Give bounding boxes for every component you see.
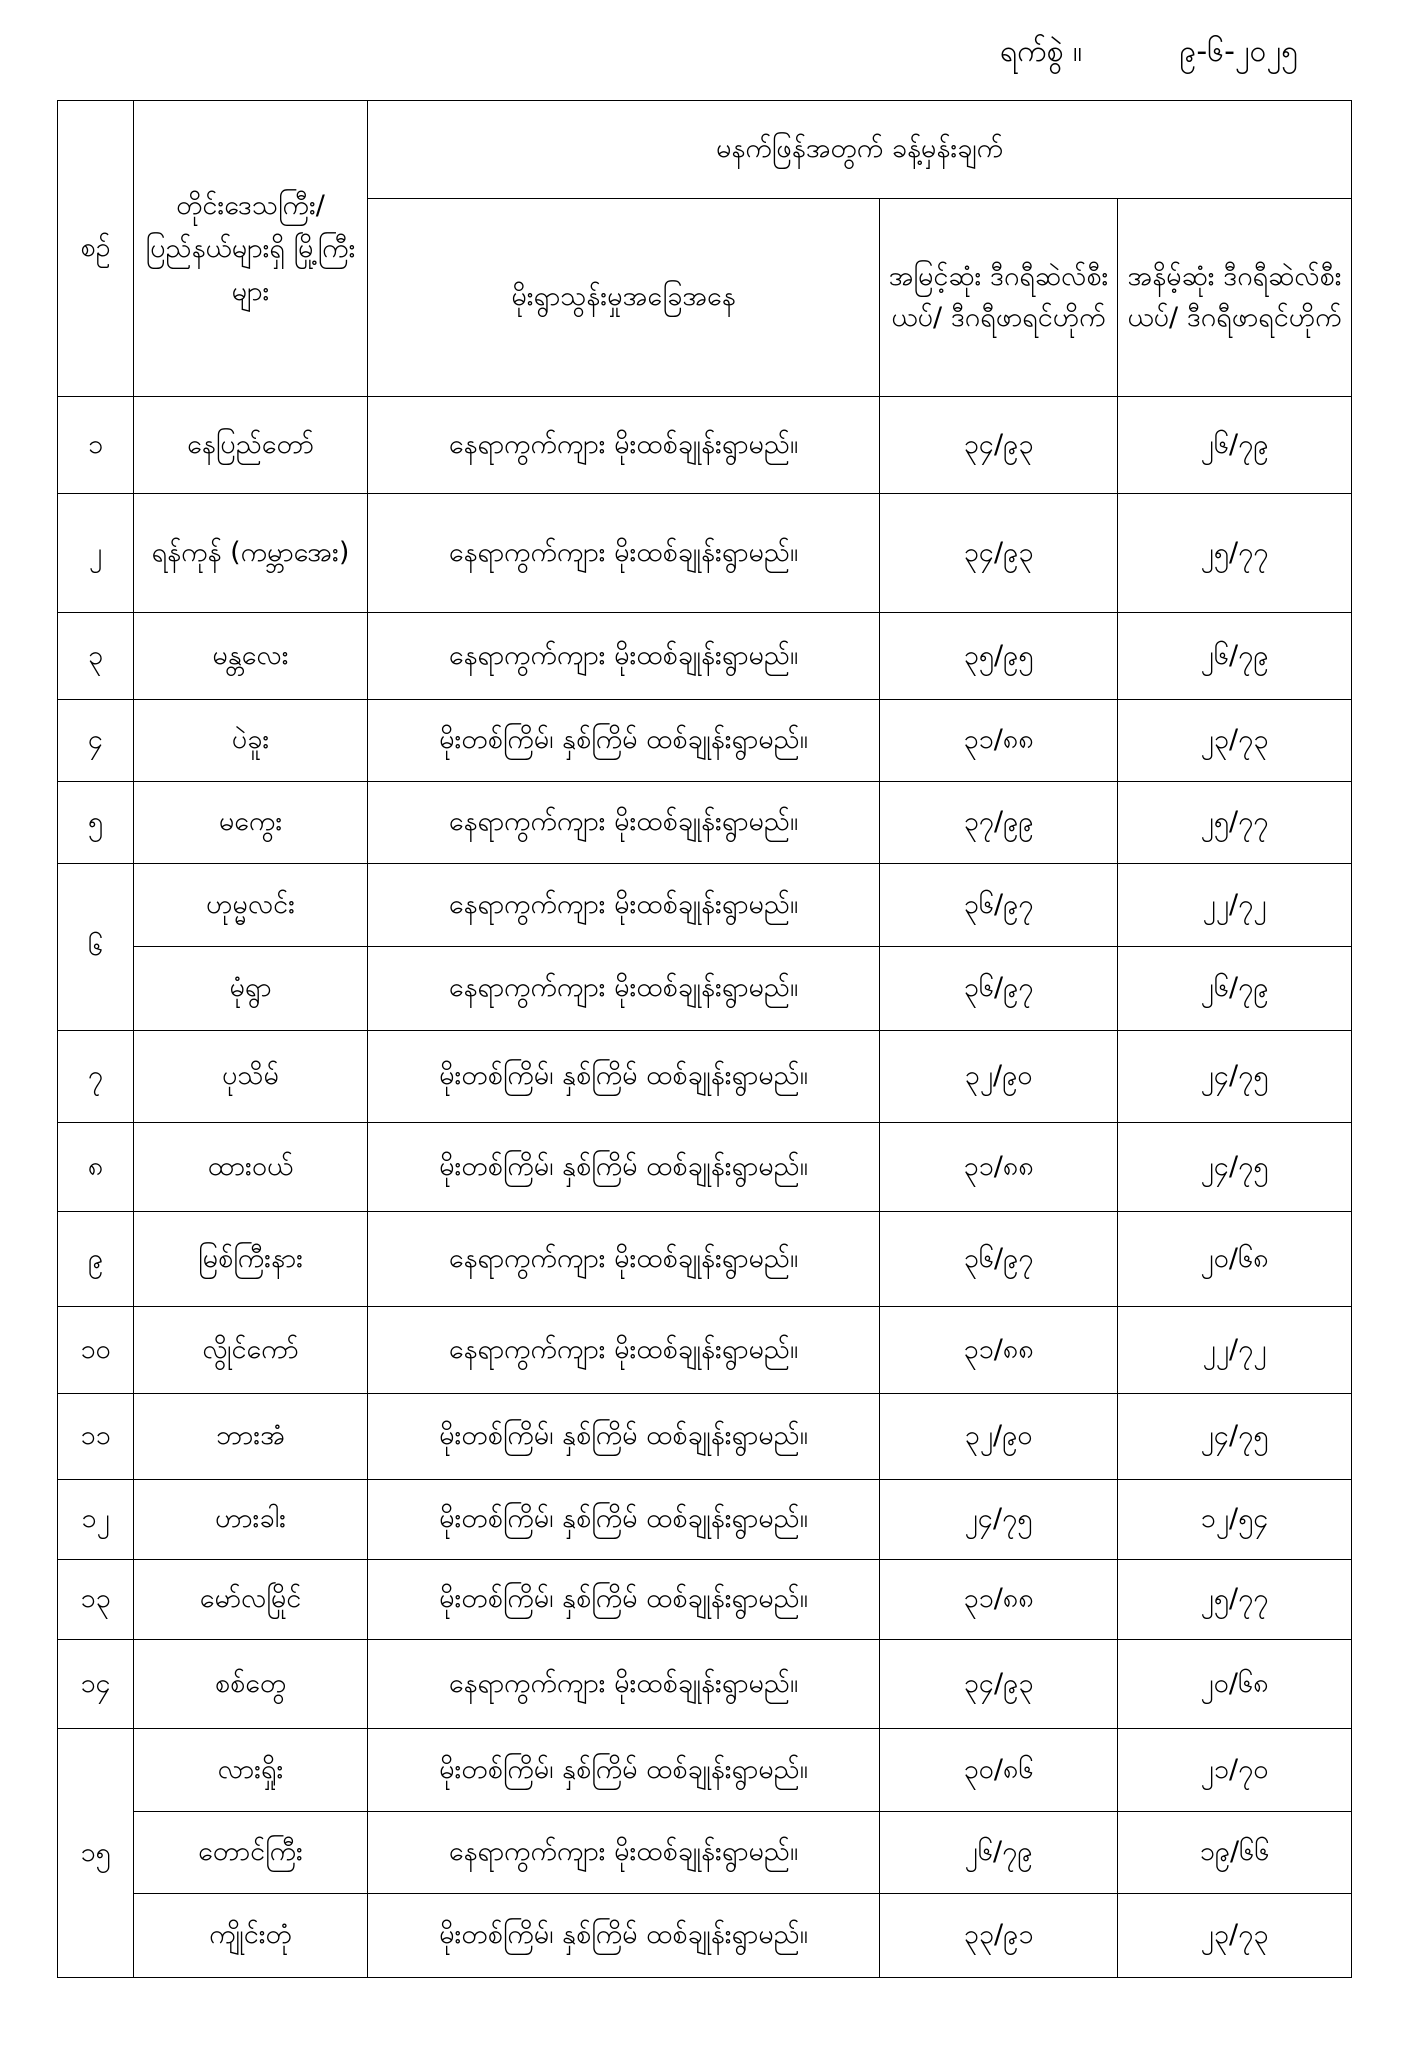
min-temperature: ၂၄/၇၅ — [1118, 1394, 1352, 1480]
max-temperature: ၃၅/၉၅ — [880, 613, 1118, 700]
weather-condition: နေရာကွက်ကျား မိုးထစ်ချုန်းရွာမည်။ — [368, 397, 880, 494]
city-name: မကွေး — [134, 782, 368, 864]
date-label: ရက်စွဲ ။ — [1000, 34, 1083, 69]
max-temperature: ၃၁/၈၈ — [880, 1307, 1118, 1394]
forecast-table-body — [58, 397, 1352, 1978]
weather-condition: နေရာကွက်ကျား မိုးထစ်ချုန်းရွာမည်။ — [368, 1640, 880, 1729]
table-row — [58, 782, 1352, 864]
weather-condition: နေရာကွက်ကျား မိုးထစ်ချုန်းရွာမည်။ — [368, 947, 880, 1031]
weather-condition: နေရာကွက်ကျား မိုးထစ်ချုန်းရွာမည်။ — [368, 613, 880, 700]
city-name: ကျိုင်းတုံ — [134, 1894, 368, 1978]
city-name: ထားဝယ် — [134, 1123, 368, 1212]
date-line — [1000, 30, 1330, 74]
table-row — [58, 864, 1352, 947]
table-row — [58, 1212, 1352, 1307]
min-temperature: ၂၆/၇၉ — [1118, 947, 1352, 1031]
table-row — [58, 1123, 1352, 1212]
weather-condition: မိုးတစ်ကြိမ်၊ နှစ်ကြိမ် ထစ်ချုန်းရွာမည်။ — [368, 1394, 880, 1480]
weather-condition: မိုးတစ်ကြိမ်၊ နှစ်ကြိမ် ထစ်ချုန်းရွာမည်။ — [368, 1560, 880, 1640]
row-number: ၅ — [58, 782, 134, 864]
min-temperature: ၂၀/၆၈ — [1118, 1640, 1352, 1729]
row-number: ၁၄ — [58, 1640, 134, 1729]
max-temperature: ၃၃/၉၁ — [880, 1894, 1118, 1978]
row-number: ၈ — [58, 1123, 134, 1212]
city-name: မုံရွာ — [134, 947, 368, 1031]
table-row — [58, 947, 1352, 1031]
min-temperature: ၂၃/၇၃ — [1118, 700, 1352, 782]
weather-condition: မိုးတစ်ကြိမ်၊ နှစ်ကြိမ် ထစ်ချုန်းရွာမည်။ — [368, 1480, 880, 1560]
row-number: ၁၁ — [58, 1394, 134, 1480]
weather-condition: နေရာကွက်ကျား မိုးထစ်ချုန်းရွာမည်။ — [368, 782, 880, 864]
min-temperature: ၂၄/၇၅ — [1118, 1031, 1352, 1123]
col-header-no: စဉ် — [58, 101, 134, 397]
min-temperature: ၂၅/၇၇ — [1118, 782, 1352, 864]
max-temperature: ၂၆/၇၉ — [880, 1812, 1118, 1894]
row-number: ၁၃ — [58, 1560, 134, 1640]
max-temperature: ၃၂/၉၀ — [880, 1031, 1118, 1123]
weather-condition: မိုးတစ်ကြိမ်၊ နှစ်ကြိမ် ထစ်ချုန်းရွာမည်။ — [368, 1123, 880, 1212]
max-temperature: ၃၄/၉၃ — [880, 1640, 1118, 1729]
weather-condition: နေရာကွက်ကျား မိုးထစ်ချုန်းရွာမည်။ — [368, 1812, 880, 1894]
table-row — [58, 1307, 1352, 1394]
city-name: ပုသိမ် — [134, 1031, 368, 1123]
col-header-forecast-group: မနက်ဖြန်အတွက် ခန့်မှန်းချက် — [368, 101, 1352, 199]
city-name: လားရှိုး — [134, 1729, 368, 1812]
city-name: နေပြည်တော် — [134, 397, 368, 494]
min-temperature: ၂၁/၇၀ — [1118, 1729, 1352, 1812]
row-number: ၁၂ — [58, 1480, 134, 1560]
table-row — [58, 397, 1352, 494]
weather-condition: နေရာကွက်ကျား မိုးထစ်ချုန်းရွာမည်။ — [368, 1212, 880, 1307]
min-temperature: ၂၂/၇၂ — [1118, 864, 1352, 947]
min-temperature: ၂၆/၇၉ — [1118, 397, 1352, 494]
row-number: ၇ — [58, 1031, 134, 1123]
max-temperature: ၃၁/၈၈ — [880, 1560, 1118, 1640]
min-temperature: ၂၅/၇၇ — [1118, 494, 1352, 613]
max-temperature: ၃၆/၉၇ — [880, 1212, 1118, 1307]
table-row — [58, 700, 1352, 782]
min-temperature: ၂၆/၇၉ — [1118, 613, 1352, 700]
table-row — [58, 1560, 1352, 1640]
city-name: လွိုင်ကော် — [134, 1307, 368, 1394]
max-temperature: ၃၂/၉၀ — [880, 1394, 1118, 1480]
max-temperature: ၃၄/၉၃ — [880, 494, 1118, 613]
table-row — [58, 1729, 1352, 1812]
table-row — [58, 1031, 1352, 1123]
city-name: စစ်တွေ — [134, 1640, 368, 1729]
row-number: ၉ — [58, 1212, 134, 1307]
max-temperature: ၂၄/၇၅ — [880, 1480, 1118, 1560]
max-temperature: ၃၁/၈၈ — [880, 700, 1118, 782]
table-row — [58, 1480, 1352, 1560]
row-number: ၁၅ — [58, 1729, 134, 1978]
weather-condition: မိုးတစ်ကြိမ်၊ နှစ်ကြိမ် ထစ်ချုန်းရွာမည်။ — [368, 1729, 880, 1812]
weather-condition: မိုးတစ်ကြိမ်၊ နှစ်ကြိမ် ထစ်ချုန်းရွာမည်။ — [368, 1031, 880, 1123]
row-number: ၁၀ — [58, 1307, 134, 1394]
row-number: ၄ — [58, 700, 134, 782]
city-name: ဟုမ္မလင်း — [134, 864, 368, 947]
col-header-weather: မိုးရွာသွန်းမှုအခြေအနေ — [368, 199, 880, 397]
weather-condition: မိုးတစ်ကြိမ်၊ နှစ်ကြိမ် ထစ်ချုန်းရွာမည်။ — [368, 1894, 880, 1978]
table-row — [58, 1894, 1352, 1978]
city-name: ဘားအံ — [134, 1394, 368, 1480]
city-name: မြစ်ကြီးနား — [134, 1212, 368, 1307]
min-temperature: ၂၄/၇၅ — [1118, 1123, 1352, 1212]
forecast-table — [57, 100, 1352, 1978]
max-temperature: ၃၀/၈၆ — [880, 1729, 1118, 1812]
min-temperature: ၁၂/၅၄ — [1118, 1480, 1352, 1560]
city-name: မော်လမြိုင် — [134, 1560, 368, 1640]
table-row — [58, 494, 1352, 613]
date-value: ၉-၆-၂၀၂၅ — [1179, 34, 1299, 69]
table-row — [58, 1812, 1352, 1894]
weather-condition: မိုးတစ်ကြိမ်၊ နှစ်ကြိမ် ထစ်ချုန်းရွာမည်။ — [368, 700, 880, 782]
max-temperature: ၃၆/၉၇ — [880, 864, 1118, 947]
row-number: ၁ — [58, 397, 134, 494]
row-number: ၂ — [58, 494, 134, 613]
city-name: တောင်ကြီး — [134, 1812, 368, 1894]
min-temperature: ၂၀/၆၈ — [1118, 1212, 1352, 1307]
row-number: ၆ — [58, 864, 134, 1031]
weather-condition: နေရာကွက်ကျား မိုးထစ်ချုန်းရွာမည်။ — [368, 1307, 880, 1394]
col-header-min-temp: အနိမ့်ဆုံး ဒီဂရီဆဲလ်စီးယပ်/ ဒီဂရီဖာရင်ဟိုက် — [1118, 199, 1352, 397]
max-temperature: ၃၆/၉၇ — [880, 947, 1118, 1031]
max-temperature: ၃၁/၈၈ — [880, 1123, 1118, 1212]
weather-condition: နေရာကွက်ကျား မိုးထစ်ချုန်းရွာမည်။ — [368, 494, 880, 613]
col-header-city: တိုင်းဒေသကြီး/ ပြည်နယ်များရှိ မြို့ကြီးများ — [134, 101, 368, 397]
weather-condition: နေရာကွက်ကျား မိုးထစ်ချုန်းရွာမည်။ — [368, 864, 880, 947]
table-row — [58, 1640, 1352, 1729]
min-temperature: ၂၂/၇၂ — [1118, 1307, 1352, 1394]
min-temperature: ၂၃/၇၃ — [1118, 1894, 1352, 1978]
min-temperature: ၂၅/၇၇ — [1118, 1560, 1352, 1640]
max-temperature: ၃၇/၉၉ — [880, 782, 1118, 864]
city-name: မန္တလေး — [134, 613, 368, 700]
col-header-max-temp: အမြင့်ဆုံး ဒီဂရီဆဲလ်စီးယပ်/ ဒီဂရီဖာရင်ဟိုက် — [880, 199, 1118, 397]
city-name: ဟားခါး — [134, 1480, 368, 1560]
min-temperature: ၁၉/၆၆ — [1118, 1812, 1352, 1894]
city-name: ပဲခူး — [134, 700, 368, 782]
table-row — [58, 1394, 1352, 1480]
row-number: ၃ — [58, 613, 134, 700]
table-row — [58, 613, 1352, 700]
city-name: ရန်ကုန် (ကမ္ဘာအေး) — [134, 494, 368, 613]
max-temperature: ၃၄/၉၃ — [880, 397, 1118, 494]
